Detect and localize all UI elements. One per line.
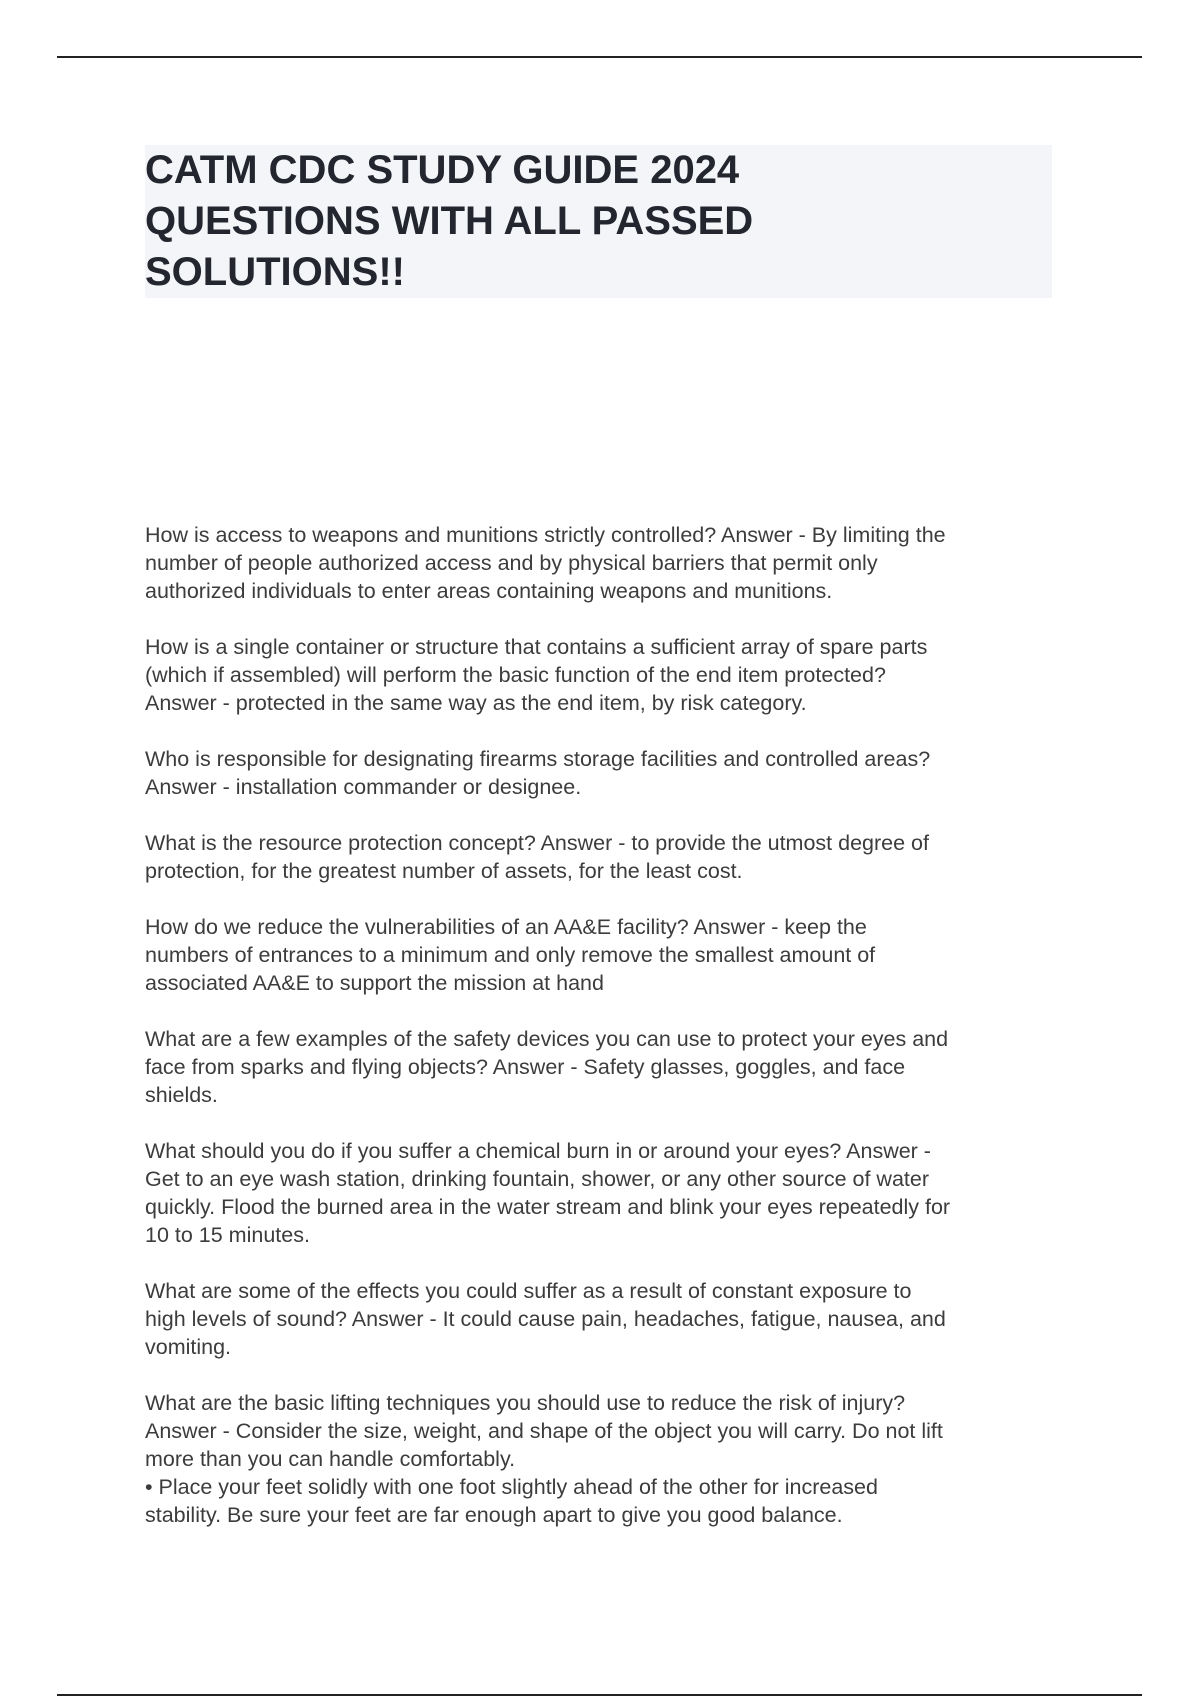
qa-line: What are some of the effects you could suffer as a result of constant exposure to bbox=[145, 1279, 912, 1303]
qa-line: protection, for the greatest number of assets, for the least cost. bbox=[145, 859, 743, 883]
title-block bbox=[145, 145, 1052, 298]
qa-line: quickly. Flood the burned area in the water stream and blink your eyes repeatedly for bbox=[145, 1195, 951, 1219]
qa-entry bbox=[145, 1277, 1065, 1361]
document-title bbox=[145, 145, 1052, 298]
qa-line: more than you can handle comfortably. bbox=[145, 1447, 516, 1471]
qa-entry bbox=[145, 745, 1065, 801]
qa-line: associated AA&E to support the mission at hand bbox=[145, 971, 604, 995]
qa-entry bbox=[145, 1137, 1065, 1249]
qa-line: (which if assembled) will perform the basic function of the end item protected? bbox=[145, 663, 886, 687]
top-rule bbox=[57, 56, 1142, 58]
qa-entry bbox=[145, 829, 1065, 885]
qa-line: high levels of sound? Answer - It could cause pain, headaches, fatigue, nausea, and bbox=[145, 1307, 946, 1331]
title-line: QUESTIONS WITH ALL PASSED bbox=[145, 199, 754, 243]
qa-line: Who is responsible for designating firearms storage facilities and controlled areas? bbox=[145, 747, 931, 771]
qa-line: How is access to weapons and munitions strictly controlled? Answer - By limiting the bbox=[145, 523, 946, 547]
qa-entry bbox=[145, 1025, 1065, 1109]
qa-line: How is a single container or structure that contains a sufficient array of spare parts bbox=[145, 635, 928, 659]
qa-line: shields. bbox=[145, 1083, 218, 1107]
qa-line: What is the resource protection concept? Answer - to provide the utmost degree of bbox=[145, 831, 929, 855]
qa-line: vomiting. bbox=[145, 1335, 232, 1359]
qa-line: What are a few examples of the safety devices you can use to protect your eyes and bbox=[145, 1027, 949, 1051]
qa-line: Get to an eye wash station, drinking fountain, shower, or any other source of water bbox=[145, 1167, 929, 1191]
qa-line: What are the basic lifting techniques you should use to reduce the risk of injury? bbox=[145, 1391, 906, 1415]
qa-line: 10 to 15 minutes. bbox=[145, 1223, 310, 1247]
qa-entry bbox=[145, 1389, 1065, 1529]
qa-entry bbox=[145, 913, 1065, 997]
qa-line: number of people authorized access and by physical barriers that permit only bbox=[145, 551, 878, 575]
qa-line: How do we reduce the vulnerabilities of an AA&E facility? Answer - keep the bbox=[145, 915, 867, 939]
qa-list bbox=[145, 521, 1065, 1557]
qa-line: authorized individuals to enter areas containing weapons and munitions. bbox=[145, 579, 833, 603]
qa-line: • Place your feet solidly with one foot slightly ahead of the other for increased bbox=[145, 1475, 878, 1499]
qa-entry bbox=[145, 633, 1065, 717]
qa-line: stability. Be sure your feet are far enough apart to give you good balance. bbox=[145, 1503, 843, 1527]
qa-line: numbers of entrances to a minimum and only remove the smallest amount of bbox=[145, 943, 876, 967]
qa-line: Answer - Consider the size, weight, and shape of the object you will carry. Do not lift bbox=[145, 1419, 943, 1443]
title-line: SOLUTIONS!! bbox=[145, 250, 405, 294]
bottom-rule bbox=[57, 1694, 1142, 1696]
qa-line: Answer - installation commander or designee. bbox=[145, 775, 582, 799]
title-line: CATM CDC STUDY GUIDE 2024 bbox=[145, 148, 740, 192]
qa-line: face from sparks and flying objects? Answer - Safety glasses, goggles, and face bbox=[145, 1055, 906, 1079]
qa-line: What should you do if you suffer a chemical burn in or around your eyes? Answer - bbox=[145, 1139, 931, 1163]
qa-entry bbox=[145, 521, 1065, 605]
qa-line: Answer - protected in the same way as the end item, by risk category. bbox=[145, 691, 807, 715]
